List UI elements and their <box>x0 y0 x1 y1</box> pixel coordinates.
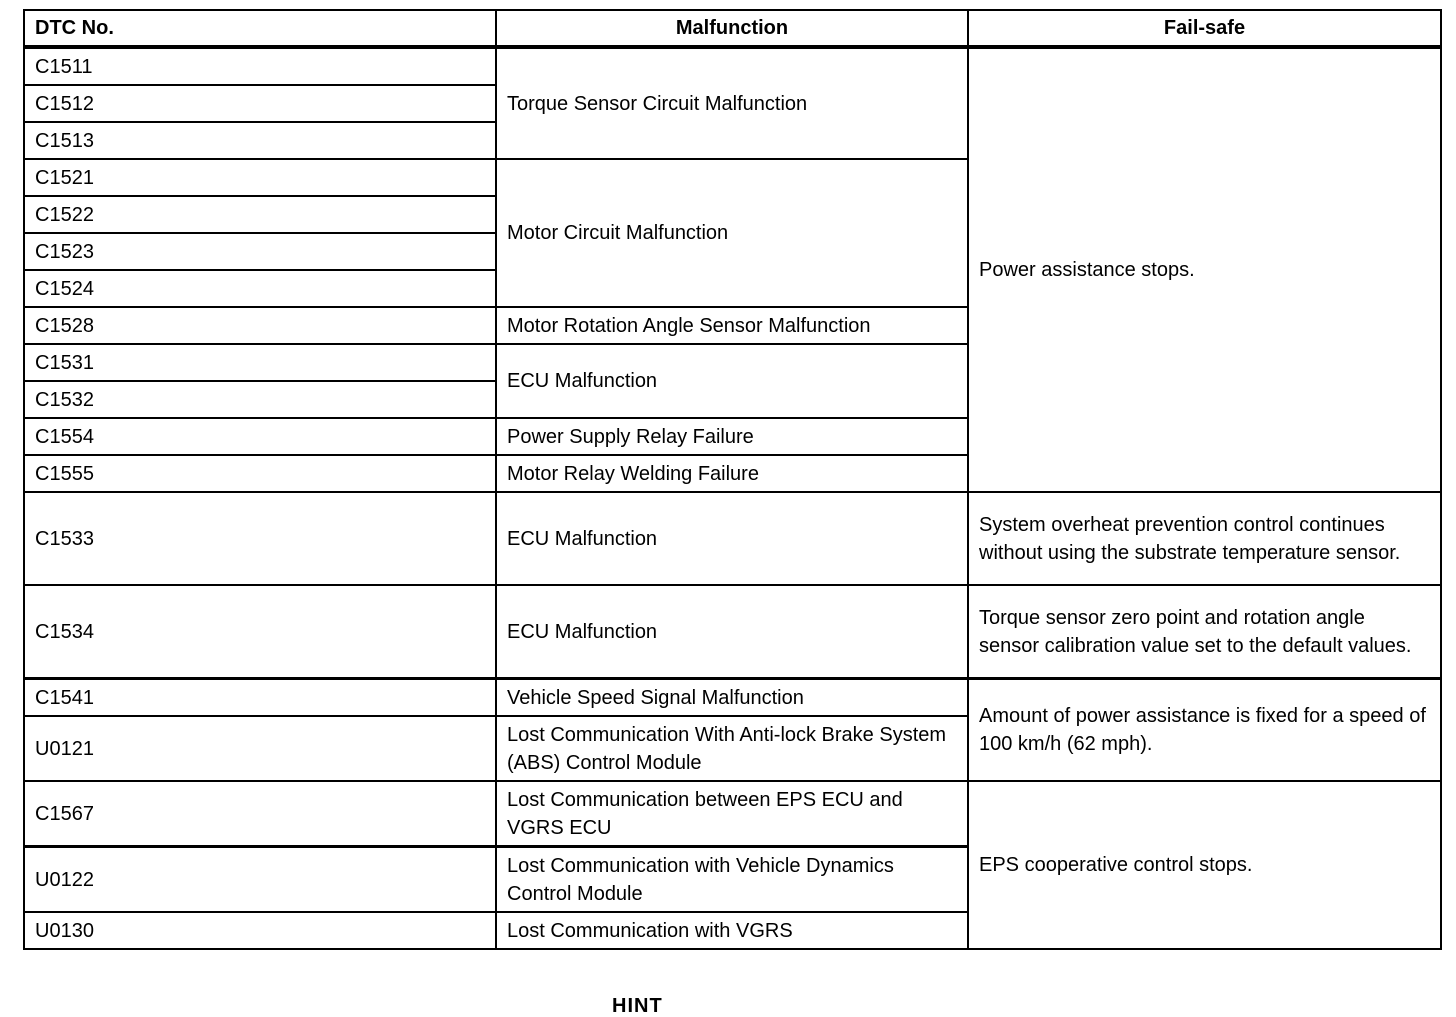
malfunction-cell: ECU Malfunction <box>496 492 968 585</box>
dtc-code-cell: C1528 <box>24 307 496 344</box>
failsafe-cell: Amount of power assistance is fixed for a speed of 100 km/h (62 mph). <box>968 679 1441 782</box>
dtc-failsafe-table <box>23 9 1442 950</box>
malfunction-cell: Vehicle Speed Signal Malfunction <box>496 679 968 717</box>
failsafe-cell: EPS cooperative control stops. <box>968 781 1441 949</box>
failsafe-cell: Torque sensor zero point and rotation angle sensor calibration value set to the default values. <box>968 585 1441 679</box>
malfunction-cell: Torque Sensor Circuit Malfunction <box>496 47 968 159</box>
dtc-code-cell: C1555 <box>24 455 496 492</box>
dtc-code-cell: C1522 <box>24 196 496 233</box>
hint-heading-fragment: HINT <box>612 995 663 1017</box>
dtc-code-cell: C1521 <box>24 159 496 196</box>
dtc-code-cell: C1513 <box>24 122 496 159</box>
table-row <box>24 781 1441 847</box>
failsafe-cell: Power assistance stops. <box>968 47 1441 492</box>
dtc-code-cell: C1554 <box>24 418 496 455</box>
dtc-code-cell: C1567 <box>24 781 496 847</box>
malfunction-cell: ECU Malfunction <box>496 344 968 418</box>
dtc-code-cell: U0130 <box>24 912 496 949</box>
dtc-code-cell: C1511 <box>24 47 496 85</box>
malfunction-cell: Lost Communication between EPS ECU and VGRS ECU <box>496 781 968 847</box>
malfunction-cell: Lost Communication With Anti-lock Brake System (ABS) Control Module <box>496 716 968 781</box>
table-row <box>24 47 1441 85</box>
malfunction-cell: Power Supply Relay Failure <box>496 418 968 455</box>
table-row <box>24 492 1441 585</box>
dtc-code-cell: C1512 <box>24 85 496 122</box>
dtc-code-cell: C1533 <box>24 492 496 585</box>
dtc-code-cell: C1532 <box>24 381 496 418</box>
malfunction-cell: Lost Communication with VGRS <box>496 912 968 949</box>
header-dtc-no: DTC No. <box>24 10 496 47</box>
failsafe-cell: System overheat prevention control continues without using the substrate temperature sensor. <box>968 492 1441 585</box>
table-row <box>24 679 1441 717</box>
malfunction-cell: Motor Circuit Malfunction <box>496 159 968 307</box>
dtc-code-cell: U0122 <box>24 847 496 913</box>
dtc-code-cell: C1531 <box>24 344 496 381</box>
table-header-row <box>24 10 1441 47</box>
malfunction-cell: Lost Communication with Vehicle Dynamics Control Module <box>496 847 968 913</box>
header-malfunction: Malfunction <box>496 10 968 47</box>
malfunction-cell: ECU Malfunction <box>496 585 968 679</box>
malfunction-cell: Motor Relay Welding Failure <box>496 455 968 492</box>
header-failsafe: Fail-safe <box>968 10 1441 47</box>
dtc-code-cell: U0121 <box>24 716 496 781</box>
dtc-code-cell: C1523 <box>24 233 496 270</box>
malfunction-cell: Motor Rotation Angle Sensor Malfunction <box>496 307 968 344</box>
dtc-code-cell: C1524 <box>24 270 496 307</box>
dtc-code-cell: C1541 <box>24 679 496 717</box>
table-row <box>24 585 1441 679</box>
dtc-code-cell: C1534 <box>24 585 496 679</box>
